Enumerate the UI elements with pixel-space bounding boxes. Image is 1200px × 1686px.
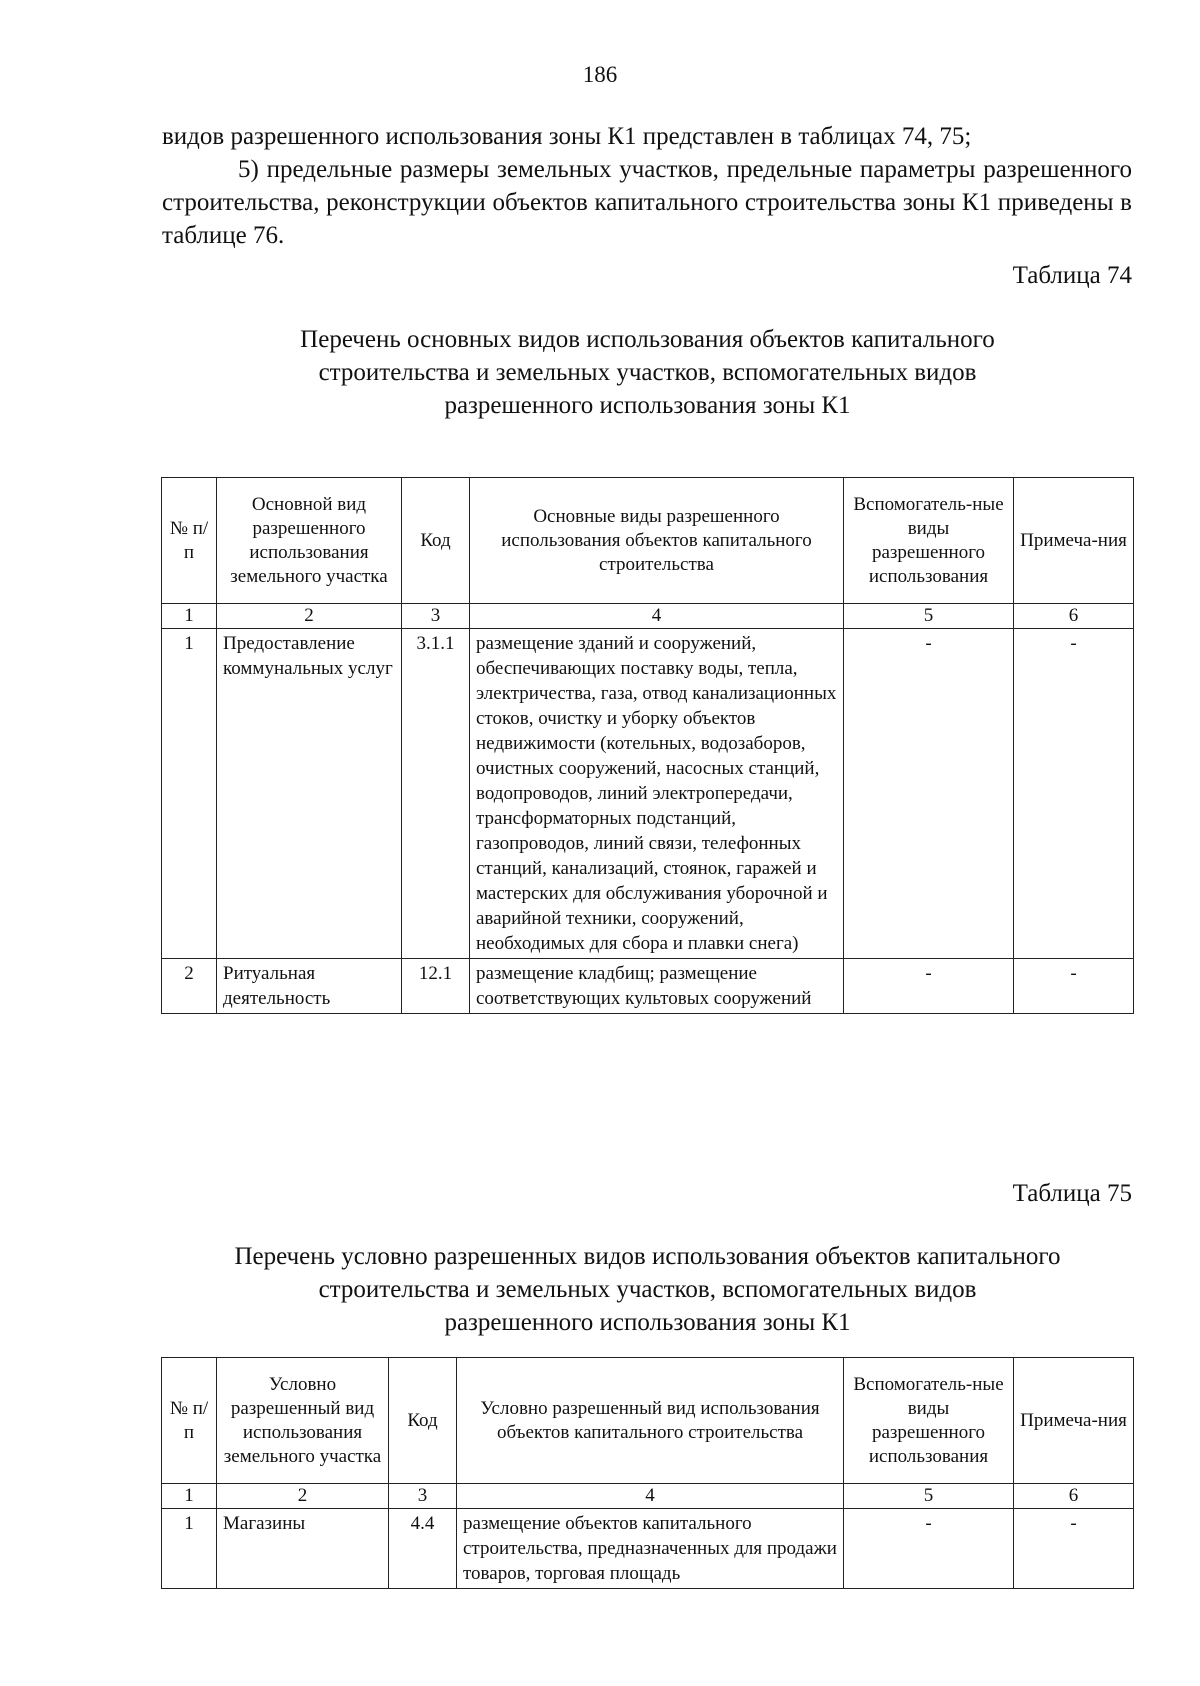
header-land-use-type: Основной вид разрешенного использования земельного участка: [217, 478, 402, 604]
column-number: 6: [1014, 1484, 1134, 1509]
row-code: 4.4: [389, 1509, 457, 1589]
header-auxiliary: Вспомогатель-ные виды разрешенного использования: [844, 1358, 1014, 1484]
column-number: 2: [217, 604, 402, 629]
column-number: 5: [844, 604, 1014, 629]
column-number: 1: [162, 1484, 217, 1509]
column-number: 5: [844, 1484, 1014, 1509]
table-74-title-line: разрешенного использования зоны К1: [444, 392, 851, 419]
header-conditional-type: Условно разрешенный вид использования земельного участка: [217, 1358, 389, 1484]
row-land-use-type: Магазины: [217, 1509, 389, 1589]
table-74-label: Таблица 74: [1012, 262, 1132, 289]
table-75-title: [160, 1240, 1135, 1339]
row-land-use-type: Предоставление коммунальных услуг: [217, 629, 402, 959]
row-auxiliary: -: [844, 629, 1014, 959]
column-number-row: [162, 604, 1134, 629]
page-number: 186: [582, 62, 618, 87]
table-75-label: Таблица 75: [1012, 1180, 1132, 1207]
column-number: 6: [1014, 604, 1134, 629]
table-74-title-line: Перечень основных видов использования объектов капитального: [300, 326, 995, 353]
table-row: [162, 959, 1134, 1014]
column-number-row: [162, 1484, 1134, 1509]
intro-text: [162, 120, 1132, 252]
row-description: размещение объектов капитального строительства, предназначенных для продажи товаров, торговая площадь: [457, 1509, 844, 1589]
column-number: 4: [457, 1484, 844, 1509]
row-code: 12.1: [402, 959, 470, 1014]
row-description: размещение зданий и сооружений, обеспечивающих поставку воды, тепла, электричества, газа, отвод канализационных стоков, очистку и уборку объектов недвижимости (котельных, водозаборов, очистных сооружений, насосных станций, водопроводов, линий электропередачи, трансформаторных подстанций, газопроводов, линий связи, телефонных станций, канализаций, стоянок, гаражей и мастерских для обслуживания уборочной и аварийной техники, сооружений, необходимых для сбора и плавки снега): [470, 629, 844, 959]
row-code: 3.1.1: [402, 629, 470, 959]
header-num: № п/п: [162, 1358, 217, 1484]
row-auxiliary: -: [844, 959, 1014, 1014]
table-row: [162, 629, 1134, 959]
table-header-row: [162, 1358, 1134, 1484]
row-notes: -: [1014, 1509, 1134, 1589]
table-row: [162, 1509, 1134, 1589]
table-75: [161, 1357, 1134, 1589]
header-notes: Примеча-ния: [1014, 478, 1134, 604]
column-number: 4: [470, 604, 844, 629]
row-number: 2: [162, 959, 217, 1014]
header-num: № п/п: [162, 478, 217, 604]
table-75-title-line: строительства и земельных участков, вспомогательных видов: [318, 1276, 977, 1303]
table-74: [161, 477, 1134, 1014]
header-notes: Примеча-ния: [1014, 1358, 1134, 1484]
row-number: 1: [162, 1509, 217, 1589]
column-number: 1: [162, 604, 217, 629]
table-header-row: [162, 478, 1134, 604]
header-code: Код: [389, 1358, 457, 1484]
header-conditional-use: Условно разрешенный вид использования объектов капитального строительства: [457, 1358, 844, 1484]
table-74-title-line: строительства и земельных участков, вспомогательных видов: [318, 359, 977, 386]
row-notes: -: [1014, 959, 1134, 1014]
row-land-use-type: Ритуальная деятельность: [217, 959, 402, 1014]
row-auxiliary: -: [844, 1509, 1014, 1589]
table-75-title-line: Перечень условно разрешенных видов использования объектов капитального: [234, 1243, 1061, 1270]
row-notes: -: [1014, 629, 1134, 959]
intro-line: видов разрешенного использования зоны К1 представлен в таблицах 74, 75;: [162, 123, 972, 150]
row-description: размещение кладбищ; размещение соответствующих культовых сооружений: [470, 959, 844, 1014]
table-74-title: [160, 323, 1135, 422]
column-number: 3: [389, 1484, 457, 1509]
row-number: 1: [162, 629, 217, 959]
column-number: 3: [402, 604, 470, 629]
header-code: Код: [402, 478, 470, 604]
intro-paragraph: 5) предельные размеры земельных участков, предельные параметры разрешенного строительства, реконструкции объектов капитального строительства зоны К1 приведены в таблице 76.: [162, 156, 1132, 249]
header-main-use: Основные виды разрешенного использования объектов капитального строительства: [470, 478, 844, 604]
header-auxiliary: Вспомогатель-ные виды разрешенного использования: [844, 478, 1014, 604]
table-75-title-line: разрешенного использования зоны К1: [444, 1309, 851, 1336]
column-number: 2: [217, 1484, 389, 1509]
